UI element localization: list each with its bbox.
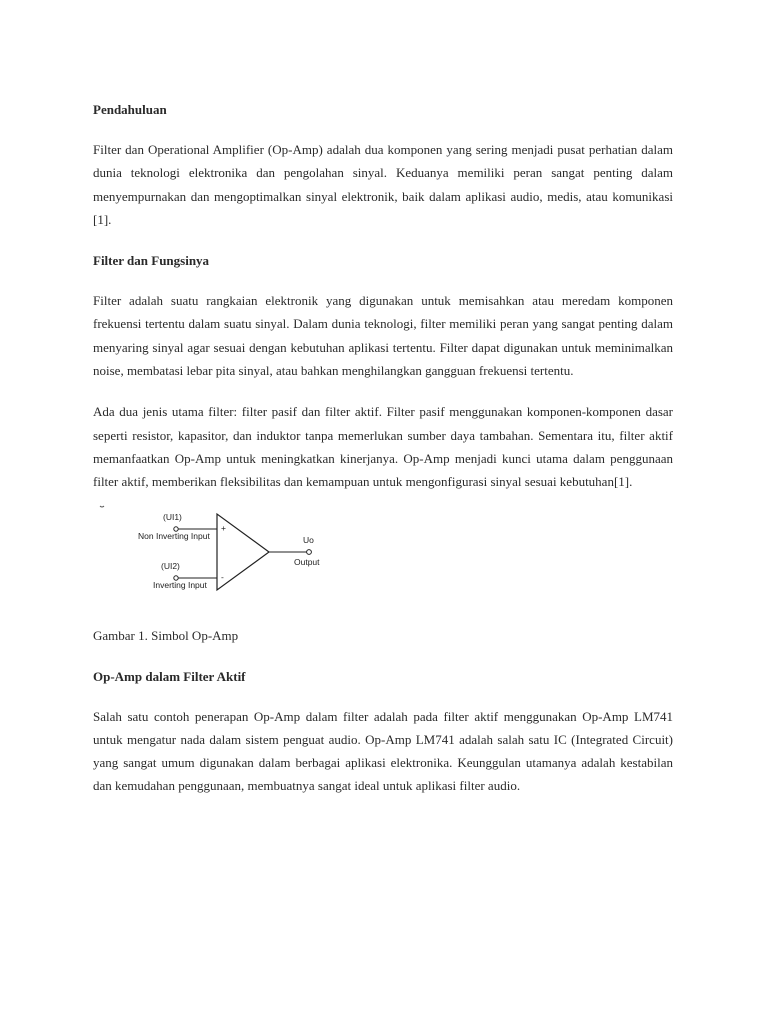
ui2-label: (UI2) — [161, 560, 180, 571]
figure-caption: Gambar 1. Simbol Op-Amp — [93, 627, 239, 643]
ui1-label: (UI1) — [163, 511, 182, 522]
paragraph-opamp-filter-aktif: Salah satu contoh penerapan Op-Amp dalam filter adalah pada filter aktif menggunakan Op-Amp LM741 untuk mengatur nada dalam sistem penguat audio. Op-Amp LM741 adalah salah satu IC (Integrated Circuit) yang sangat umum digunakan dalam berbagai aplikasi elektronika. Keunggulan utamanya adalah kestabilan dan kemudahan penggunaan, membuatnya sangat ideal untuk aplikasi filter audio. — [93, 708, 673, 794]
opamp-symbol-figure — [93, 498, 393, 618]
opamp-symbol-diagram — [93, 498, 393, 618]
minus-sign: - — [221, 571, 224, 582]
output-label: Output — [294, 556, 320, 567]
document-page — [93, 98, 673, 798]
paragraph-pendahuluan: Filter dan Operational Amplifier (Op-Amp) adalah dua komponen yang sering menjadi pusat perhatian dalam dunia teknologi elektronika dan pengolahan sinyal. Keduanya memiliki peran sangat penting dalam menyempurnakan dan mengoptimalkan sinyal elektronik, baik dalam aplikasi audio, medis, atau komunikasi [1]. — [93, 142, 673, 227]
plus-sign: + — [221, 522, 226, 533]
paragraph-jenis-filter: Ada dua jenis utama filter: filter pasif dan filter aktif. Filter pasif menggunakan komponen-komponen dasar seperti resistor, kapasitor, dan induktor tanpa memerlukan sumber daya tambahan. Sementara itu, filter aktif memanfaatkan Op-Amp untuk meningkatkan kinerjanya. Op-Amp menjadi kunci utama dalam penggunaan filter aktif, memberikan fleksibilitas dan kemampuan untuk mengonfigurasi sinyal sesuai kebutuhan[1]. — [93, 404, 673, 490]
heading-pendahuluan: Pendahuluan — [93, 102, 167, 117]
paragraph-filter-definisi: Filter adalah suatu rangkaian elektronik yang digunakan untuk memisahkan atau meredam komponen frekuensi tertentu dalam suatu sinyal. Dalam dunia teknologi, filter memiliki peran yang sangat penting dalam menyaring sinyal agar sesuai dengan kebutuhan aplikasi tertentu. Filter dapat digunakan untuk meminimalkan noise, membatasi lebar pita sinyal, atau bahkan menghilangkan gangguan frekuensi tertentu. — [93, 293, 673, 379]
inverting-label: Inverting Input — [153, 579, 207, 590]
uo-label: Uo — [303, 534, 314, 545]
non-inverting-label: Non Inverting Input — [138, 530, 210, 541]
heading-opamp-filter-aktif: Op-Amp dalam Filter Aktif — [93, 668, 246, 684]
heading-filter-fungsi: Filter dan Fungsinya — [93, 253, 210, 269]
